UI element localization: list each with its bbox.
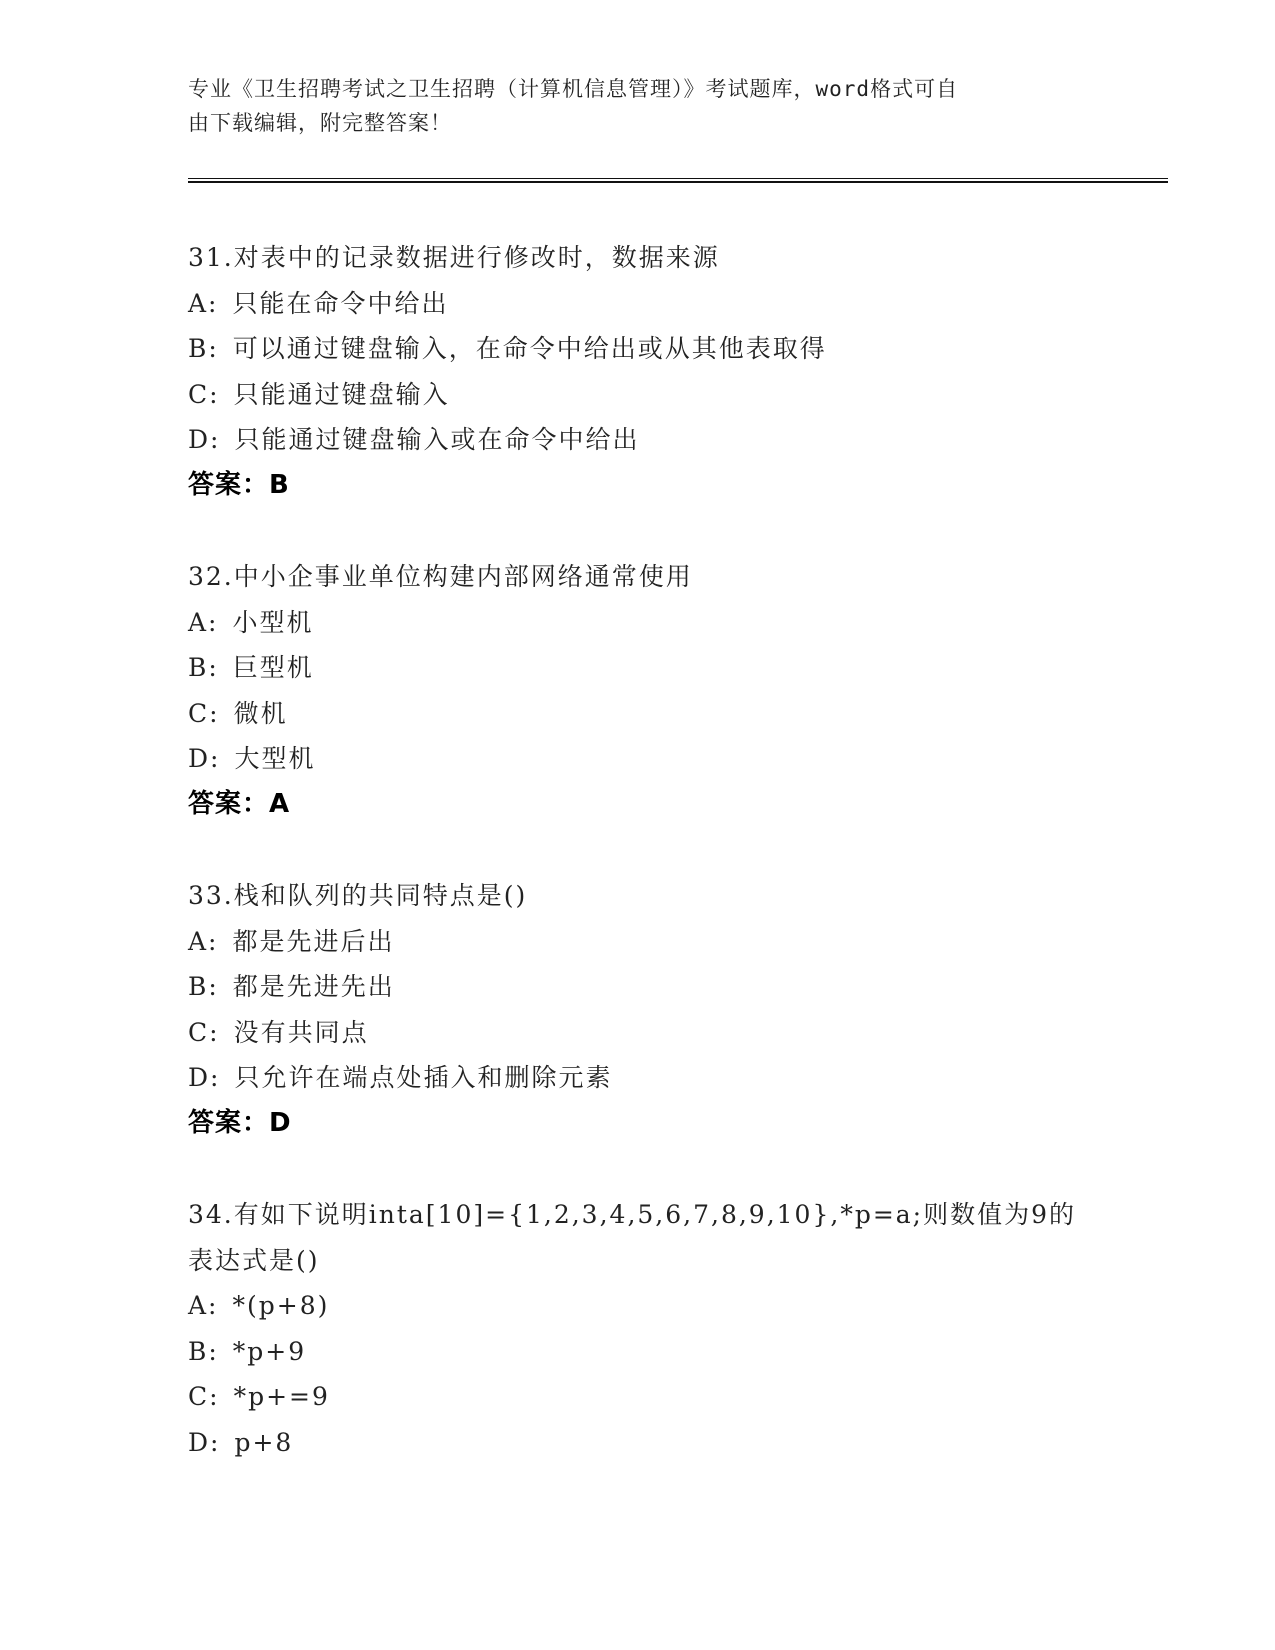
header-line-2: 由下载编辑，附完整答案！ bbox=[188, 111, 452, 135]
question-33 bbox=[188, 873, 1088, 1146]
option-letter: D: bbox=[188, 1063, 221, 1092]
option-text: *(p+8) bbox=[232, 1291, 330, 1320]
option-c bbox=[188, 691, 1088, 737]
option-d bbox=[188, 1055, 1088, 1101]
option-d bbox=[188, 1420, 1088, 1466]
option-a bbox=[188, 1283, 1088, 1329]
option-text: 只能通过键盘输入或在命令中给出 bbox=[234, 425, 640, 454]
option-a bbox=[188, 919, 1088, 965]
header-divider-thick bbox=[188, 181, 1168, 183]
option-text: *p+=9 bbox=[233, 1382, 330, 1411]
option-letter: A: bbox=[188, 288, 219, 318]
option-c bbox=[188, 372, 1088, 418]
option-letter: B: bbox=[188, 653, 219, 682]
option-letter: A: bbox=[188, 607, 219, 637]
option-text: 小型机 bbox=[232, 607, 314, 637]
option-c bbox=[188, 1010, 1088, 1056]
option-a bbox=[188, 281, 1088, 327]
question-list bbox=[188, 235, 1088, 1511]
option-text: *p+9 bbox=[232, 1336, 307, 1366]
answer-key: 答案：A bbox=[188, 788, 291, 819]
option-letter: A: bbox=[188, 1291, 219, 1320]
option-text: p+8 bbox=[234, 1427, 294, 1457]
option-text: 都是先进后出 bbox=[232, 926, 395, 956]
question-stem: 31.对表中的记录数据进行修改时，数据来源 bbox=[188, 243, 720, 272]
option-letter: B: bbox=[188, 334, 219, 363]
option-letter: D: bbox=[188, 1427, 221, 1457]
option-letter: B: bbox=[188, 1336, 219, 1366]
answer-key: 答案：D bbox=[188, 1107, 292, 1138]
question-stem: 33.栈和队列的共同特点是() bbox=[188, 881, 528, 910]
option-letter: C: bbox=[188, 698, 220, 728]
option-b bbox=[188, 1329, 1088, 1375]
option-text: 都是先进先出 bbox=[232, 972, 395, 1001]
question-32 bbox=[188, 554, 1088, 827]
option-d bbox=[188, 736, 1088, 782]
question-stem: 32.中小企事业单位构建内部网络通常使用 bbox=[188, 562, 693, 591]
option-text: 没有共同点 bbox=[233, 1017, 369, 1047]
question-34 bbox=[188, 1192, 1088, 1465]
header-divider-thin bbox=[188, 178, 1168, 179]
option-letter: D: bbox=[188, 425, 221, 454]
option-letter: C: bbox=[188, 379, 220, 409]
option-b bbox=[188, 326, 1088, 372]
question-31 bbox=[188, 235, 1088, 508]
option-b bbox=[188, 964, 1088, 1010]
option-text: 只允许在端点处插入和删除元素 bbox=[234, 1063, 613, 1092]
option-b bbox=[188, 645, 1088, 691]
header-line-1: 专业《卫生招聘考试之卫生招聘（计算机信息管理）》考试题库，word格式可自 bbox=[188, 77, 959, 101]
option-text: 只能通过键盘输入 bbox=[233, 379, 450, 409]
answer-key: 答案：B bbox=[188, 469, 290, 500]
option-text: 微机 bbox=[233, 698, 288, 728]
option-text: 可以通过键盘输入，在命令中给出或从其他表取得 bbox=[232, 334, 827, 363]
option-letter: C: bbox=[188, 1017, 220, 1047]
option-a bbox=[188, 600, 1088, 646]
option-letter: A: bbox=[188, 926, 219, 956]
option-letter: D: bbox=[188, 744, 221, 773]
option-c bbox=[188, 1374, 1088, 1420]
option-d bbox=[188, 417, 1088, 463]
option-text: 只能在命令中给出 bbox=[232, 288, 449, 318]
option-text: 巨型机 bbox=[232, 653, 314, 682]
option-text: 大型机 bbox=[234, 744, 316, 773]
option-letter: C: bbox=[188, 1382, 220, 1411]
document-header bbox=[188, 72, 1068, 140]
option-letter: B: bbox=[188, 972, 219, 1001]
question-stem: 34.有如下说明inta[10]={1,2,3,4,5,6,7,8,9,10},*p=a;则数值为9的表达式是() bbox=[188, 1200, 1076, 1275]
